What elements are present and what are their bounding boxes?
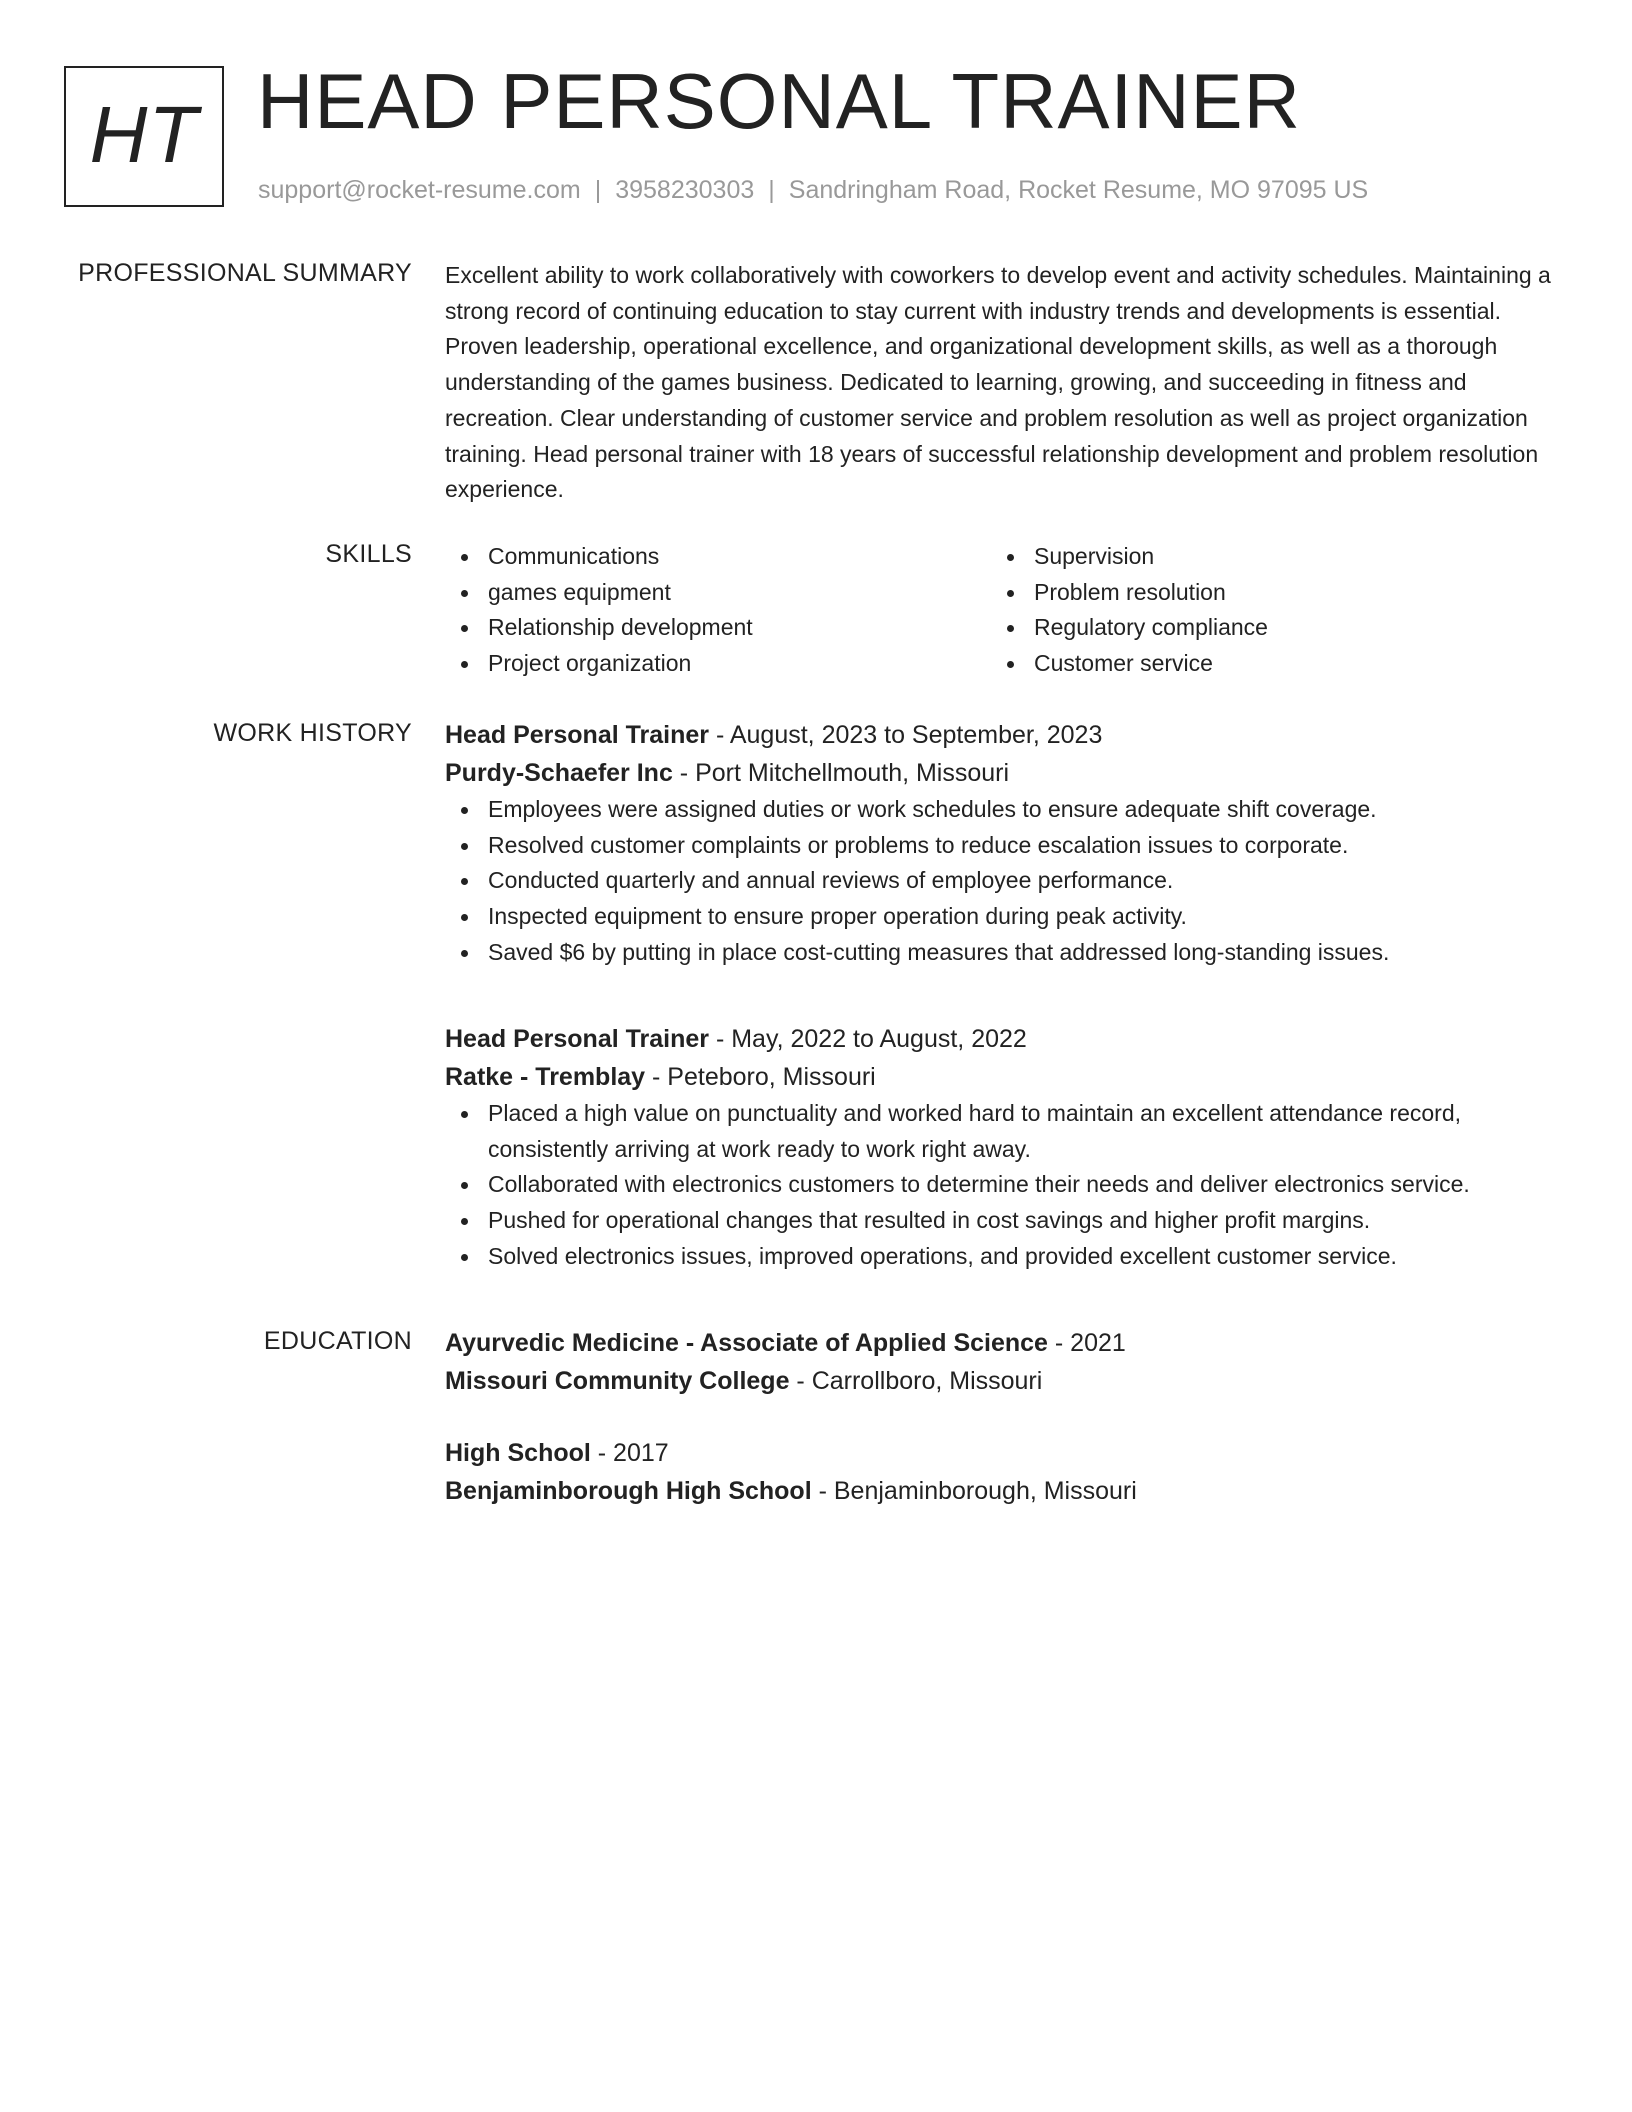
contact-address: Sandringham Road, Rocket Resume, MO 97095 US	[788, 176, 1369, 204]
section-label-work-history: WORK HISTORY	[213, 719, 412, 747]
job-location: - Peteboro, Missouri	[645, 1063, 876, 1091]
skill-item: Relationship development	[445, 610, 991, 646]
education-entry	[445, 1324, 1565, 1400]
education-school: Benjaminborough High School	[445, 1477, 812, 1505]
skill-item: Supervision	[991, 539, 1537, 575]
contact-email: support@rocket-resume.com	[258, 176, 581, 204]
job-company: Ratke - Tremblay	[445, 1063, 646, 1091]
skill-item: Communications	[445, 539, 991, 575]
job-duties-list	[445, 792, 1565, 971]
job-duty: Pushed for operational changes that resulted in cost savings and higher profit margins.	[445, 1203, 1565, 1239]
monogram-initials: HT	[89, 89, 199, 179]
job-title-line	[445, 716, 1565, 754]
skill-item: games equipment	[445, 575, 991, 611]
education-location: - Carrollboro, Missouri	[789, 1367, 1043, 1395]
skill-item: Regulatory compliance	[991, 610, 1537, 646]
section-label-summary: PROFESSIONAL SUMMARY	[78, 259, 412, 287]
job-entry	[445, 1020, 1565, 1275]
skills-column-right	[991, 539, 1537, 682]
resume-name: HEAD PERSONAL TRAINER	[257, 57, 1301, 145]
job-dates: - May, 2022 to August, 2022	[709, 1025, 1027, 1053]
contact-separator: |	[594, 176, 602, 204]
job-duties-list	[445, 1096, 1565, 1275]
job-location: - Port Mitchellmouth, Missouri	[672, 759, 1010, 787]
job-duty: Solved electronics issues, improved operations, and provided excellent customer service.	[445, 1239, 1565, 1275]
skills-list	[445, 539, 1565, 682]
contact-separator: |	[768, 176, 775, 204]
education-degree: Ayurvedic Medicine - Associate of Applied Science	[445, 1329, 1048, 1357]
job-title-line	[445, 1020, 1565, 1058]
skill-item: Project organization	[445, 646, 991, 682]
education-degree-line	[445, 1324, 1565, 1362]
education-school-line	[445, 1472, 1565, 1510]
job-company: Purdy-Schaefer Inc	[445, 759, 673, 787]
job-duty: Employees were assigned duties or work schedules to ensure adequate shift coverage.	[445, 792, 1565, 828]
monogram-box	[64, 66, 224, 207]
job-duty: Collaborated with electronics customers to determine their needs and deliver electronics service.	[445, 1167, 1565, 1203]
job-dates: - August, 2023 to September, 2023	[709, 721, 1103, 749]
job-company-line	[445, 754, 1565, 792]
skill-item: Problem resolution	[991, 575, 1537, 611]
job-duty: Placed a high value on punctuality and worked hard to maintain an excellent attendance record, consistently arriving at work ready to work right away.	[445, 1096, 1565, 1167]
education-year: - 2017	[590, 1439, 669, 1467]
section-label-education: EDUCATION	[263, 1327, 412, 1355]
education-location: - Benjaminborough, Missouri	[811, 1477, 1137, 1505]
education-degree: High School	[445, 1439, 591, 1467]
skill-item: Customer service	[991, 646, 1537, 682]
job-duty: Saved $6 by putting in place cost-cutting measures that addressed long-standing issues.	[445, 935, 1565, 971]
summary-text: Excellent ability to work collaboratively with coworkers to develop event and activity schedules. Maintaining a strong record of continuing education to stay current with industry trends and developments is essential. Proven leadership, operational excellence, and organizational development skills, as well as a thorough understanding of the games business. Dedicated to learning, growing, and succeeding in fitness and recreation. Clear understanding of customer service and problem resolution as well as project organization training. Head personal trainer with 18 years of successful relationship development and problem resolution experience.	[445, 262, 1551, 503]
job-entry	[445, 716, 1565, 971]
job-company-line	[445, 1058, 1565, 1096]
education-entry	[445, 1434, 1565, 1510]
section-label-skills: SKILLS	[325, 540, 412, 568]
job-title: Head Personal Trainer	[445, 1025, 710, 1053]
skills-column-left	[445, 539, 991, 682]
education-school-line	[445, 1362, 1565, 1400]
education-degree-line	[445, 1434, 1565, 1472]
contact-phone: 3958230303	[615, 176, 755, 204]
job-duty: Conducted quarterly and annual reviews of employee performance.	[445, 863, 1565, 899]
job-duty: Inspected equipment to ensure proper operation during peak activity.	[445, 899, 1565, 935]
job-duty: Resolved customer complaints or problems to reduce escalation issues to corporate.	[445, 828, 1565, 864]
education-year: - 2021	[1047, 1329, 1126, 1357]
education-school: Missouri Community College	[445, 1367, 790, 1395]
contact-line	[258, 173, 1368, 207]
job-title: Head Personal Trainer	[445, 721, 710, 749]
